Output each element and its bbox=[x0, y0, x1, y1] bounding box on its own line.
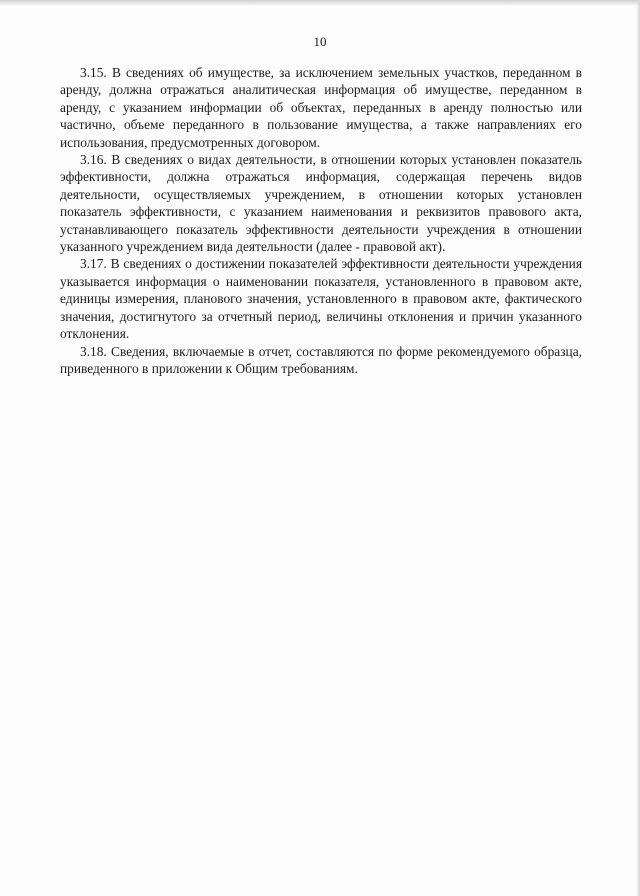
paragraph-3-17: 3.17. В сведениях о достижении показателей эффективности деятельности учреждения указывается информация о наименовании показателя, установленного в правовом акте, единицы измерения, планового значения, установленного в правовом акте, фактического значения, достигнутого за отчетный период, величины отклонения и причин указанного отклонения. bbox=[60, 256, 582, 342]
page-number: 10 bbox=[313, 34, 327, 49]
scan-top-edge bbox=[0, 0, 640, 6]
paragraph-3-15: 3.15. В сведениях об имуществе, за исключением земельных участков, переданном в аренду, должна отражаться аналитическая информация об имуществе, переданном в аренду, с указанием информации об объектах, переданных в аренду полностью или частично, объеме переданного в пользование имущества, а также направлениях его использования, предусмотренных договором. bbox=[60, 65, 582, 150]
scan-right-edge bbox=[636, 0, 640, 896]
document-body bbox=[60, 64, 582, 377]
paragraph-3-18: 3.18. Сведения, включаемые в отчет, составляются по форме рекомендуемого образца, приведенного в приложении к Общим требованиям. bbox=[60, 343, 582, 376]
paragraph-3-16: 3.16. В сведениях о видах деятельности, в отношении которых установлен показатель эффективности, должна отражаться информация, содержащая перечень видов деятельности, осуществляемых учреждением, в отношении которых установлен показатель эффективности, с указанием наименования и реквизитов правового акта, устанавливающего показатель эффективности деятельности учреждения в отношении указанного учреждением вида деятельности (далее - правовой акт). bbox=[60, 152, 582, 255]
